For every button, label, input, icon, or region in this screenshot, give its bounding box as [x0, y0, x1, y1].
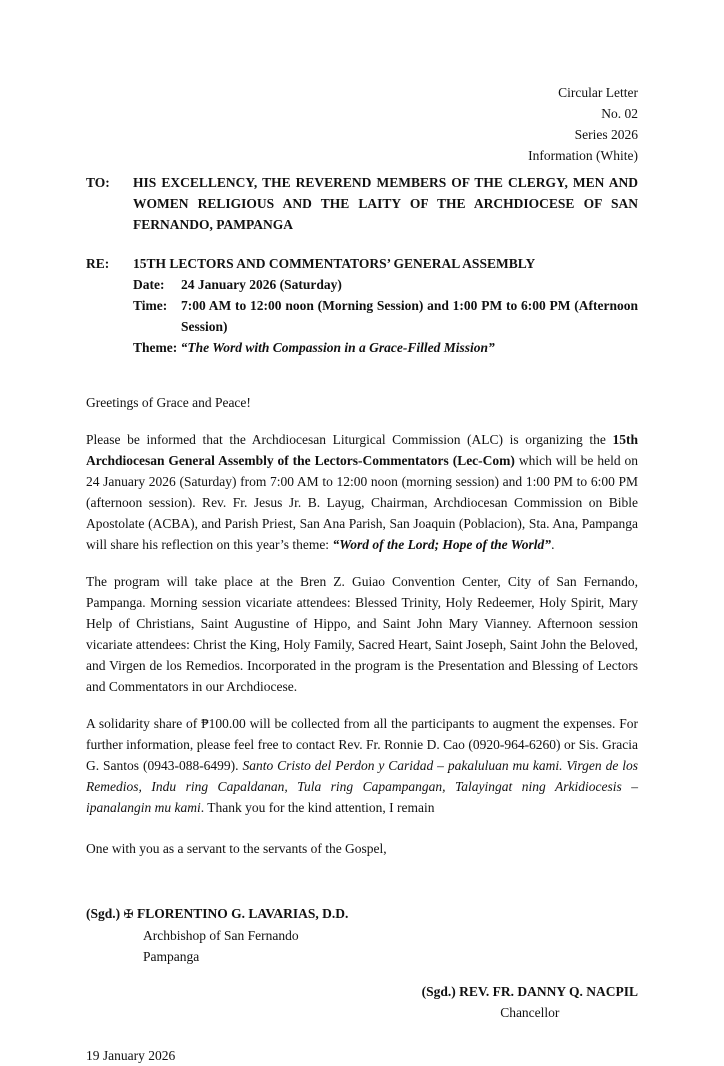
to-label: TO:	[86, 175, 110, 190]
header-series: Series 2026	[574, 127, 638, 142]
header-doc-type: Circular Letter	[558, 85, 638, 100]
re-theme-label: Theme:	[133, 340, 178, 355]
re-time-line	[133, 295, 638, 337]
signature-chancellor	[422, 981, 638, 1023]
body-paragraph-1: Please be informed that the Archdiocesan Liturgical Commission (ALC) is organizing the 15th Archdiocesan General Assembly of the Lectors-Commentators (Lec-Com) which will be held on 24 January 2026 (Saturday) from 7:00 AM to 12:00 noon (morning session) and 1:00 PM to 6:00 PM (afternoon session). Rev. Fr. Jesus Jr. B. Layug, Chairman, Archdiocesan Commission on Bible Apostolate (ACBA), and Parish Priest, San Ana Parish, San Joaquin (Poblacion), Sta. Ana, Pampanga will share his reflection on this year’s theme: “Word of the Lord; Hope of the World”.	[86, 432, 638, 552]
chancellor-title: Chancellor	[500, 1005, 560, 1020]
signature-archbishop	[86, 903, 638, 967]
re-title: 15TH LECTORS AND COMMENTATORS’ GENERAL ASSEMBLY	[133, 256, 536, 271]
re-label: RE:	[86, 256, 110, 271]
episcopal-cross-icon: ✠	[123, 907, 134, 921]
to-block	[86, 172, 638, 235]
re-content	[133, 253, 638, 358]
archbishop-location: Pampanga	[143, 949, 200, 964]
body-paragraph-3: A solidarity share of ₱100.00 will be collected from all the participants to augment the expenses. For further information, please feel free to contact Rev. Fr. Ronnie D. Cao (0920-964-6260) or Sis. Gracia G. Santos (0943-088-6499). Santo Cristo del Perdon y Caridad – pakaluluan mu kami. Virgen de los Remedios, Indu ring Capaldanan, Tula ring Capampangan, Talayingat ning Arkidiocesis – ipanalangin mu kami. Thank you for the kind attention, I remain	[86, 716, 638, 815]
re-date-line	[133, 274, 638, 295]
sgd-notation: (Sgd.)	[86, 906, 121, 921]
re-date-value: 24 January 2026 (Saturday)	[181, 277, 342, 292]
signature-archbishop-name-line	[86, 903, 638, 925]
re-date-label: Date:	[133, 277, 165, 292]
archbishop-title: Archbishop of San Fernando	[143, 928, 299, 943]
archbishop-name: FLORENTINO G. LAVARIAS, D.D.	[136, 906, 349, 921]
chancellor-name: (Sgd.) REV. FR. DANNY Q. NACPIL	[421, 984, 638, 999]
header-number: No. 02	[601, 106, 638, 121]
letter-header	[86, 82, 638, 166]
salutation: Greetings of Grace and Peace!	[86, 395, 251, 410]
to-recipients: HIS EXCELLENCY, THE REVEREND MEMBERS OF THE CLERGY, MEN AND WOMEN RELIGIOUS AND THE LAITY OF THE ARCHDIOCESE OF SAN FERNANDO, PAMPANGA	[133, 175, 638, 232]
re-time-label: Time:	[133, 298, 168, 313]
re-theme-value: “The Word with Compassion in a Grace-Filled Mission”	[180, 340, 495, 355]
re-theme-line	[133, 337, 638, 358]
body-paragraph-2: The program will take place at the Bren Z. Guiao Convention Center, City of San Fernando, Pampanga. Morning session vicariate attendees: Blessed Trinity, Holy Redeemer, Holy Spirit, Mary Help of Christians, Saint Augustine of Hippo, and Saint John Mary Vianney. Afternoon session vicariate attendees: Christ the King, Holy Family, Sacred Heart, Saint Joseph, Saint John the Beloved, and Virgen de los Remedios. Incorporated in the program is the Presentation and Blessing of Lectors and Commentators in our Archdiocese.	[86, 574, 638, 694]
header-classification: Information (White)	[528, 148, 638, 163]
re-time-value: 7:00 AM to 12:00 noon (Morning Session) and 1:00 PM to 6:00 PM (Afternoon Session)	[181, 298, 638, 334]
re-block	[86, 253, 638, 358]
closing-line: One with you as a servant to the servants of the Gospel,	[86, 841, 387, 856]
letter-date: 19 January 2026	[86, 1048, 176, 1063]
signature-chancellor-wrap	[86, 981, 638, 1023]
